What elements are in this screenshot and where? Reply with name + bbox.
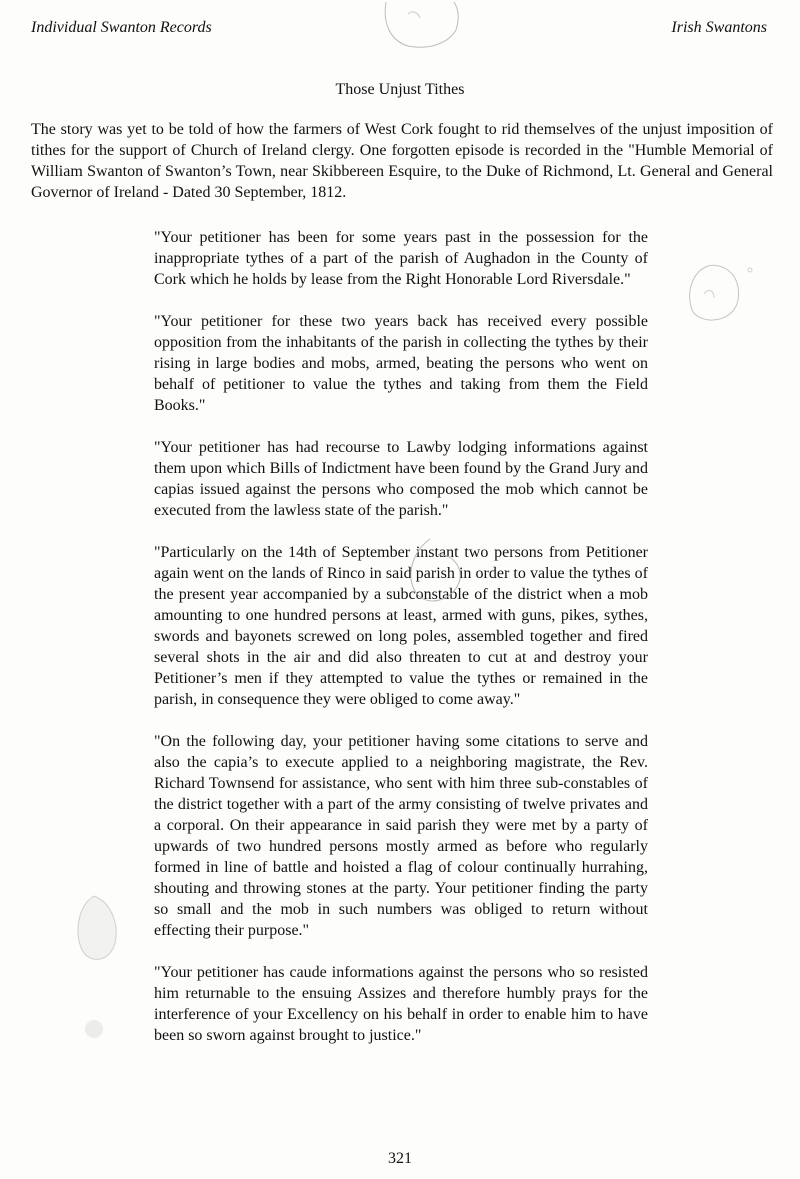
smudge-mark — [378, 0, 468, 55]
quote-paragraph: "Your petitioner has been for some years past in the possession for the inappropriate tythes of a part of the parish of Aughadon in the County of Cork which he holds by lease from the Right Honorable Lord Riversdale." — [154, 229, 648, 288]
intro-paragraph: The story was yet to be told of how the farmers of West Cork fought to rid themselves of the unjust imposition of tithes for the support of Church of Ireland clergy. One forgotten episode is recorded in the "Humble Memorial of William Swanton of Swanton’s Town, near Skibbereen Esquire, to the Duke of Richmond, Lt. General and General Governor of Ireland - Dated 30 September, 1812. — [31, 121, 773, 201]
quote-paragraph: "Your petitioner for these two years back has received every possible opposition from the inhabitants of the parish in collecting the tythes by their rising in large bodies and mobs, armed, beating the persons who went on behalf of petitioner to value the tythes and taking from them the Field Books." — [154, 313, 648, 414]
page-number: 321 — [388, 1150, 412, 1167]
quote-paragraph: "Your petitioner has caude informations against the persons who so resisted him returnable to the ensuing Assizes and therefore humbly prays for the interference of your Excellency on his behalf in order to enable him to have been so sworn against brought to justice." — [154, 964, 648, 1044]
smudge-mark — [680, 258, 760, 333]
petition-quotes — [154, 227, 648, 1067]
quote-paragraph: "Particularly on the 14th of September instant two persons from Petitioner again went on the lands of Rinco in said parish in order to value the tythes of the present year accompanied by a subconstable of the district when a mob amounting to one hundred persons at least, armed with guns, pikes, sythes, swords and bayonets screwed on long poles, assembled together and fired several shots in the air and did also threaten to cut at and destroy your Petitioner’s men if they attempted to value the tythes or remained in the parish, in consequence they were obliged to come away." — [154, 544, 648, 708]
smudge-mark — [80, 1015, 110, 1045]
smudge-mark — [68, 890, 128, 970]
quote-paragraph: "On the following day, your petitioner having some citations to serve and also the capia’s to execute applied to a neighboring magistrate, the Rev. Richard Townsend for assistance, who sent with him three sub-constables of the district together with a part of the army consisting of twelve privates and a corporal. On their appearance in said parish they were met by a party of upwards of two hundred persons mostly armed as before who regularly formed in line of battle and hoisted a flag of colour continually hurrahing, shouting and throwing stones at the party. Your petitioner finding the party so small and the mob in such numbers was obliged to return without effecting their purpose." — [154, 733, 648, 939]
quote-paragraph: "Your petitioner has had recourse to Lawby lodging informations against them upon which Bills of Indictment have been found by the Grand Jury and capias issued against the persons who composed the mob which cannot be executed from the lawless state of the parish." — [154, 439, 648, 519]
running-header-left: Individual Swanton Records — [31, 19, 212, 36]
page-title: Those Unjust Tithes — [335, 81, 465, 98]
running-header-right: Irish Swantons — [671, 19, 767, 36]
